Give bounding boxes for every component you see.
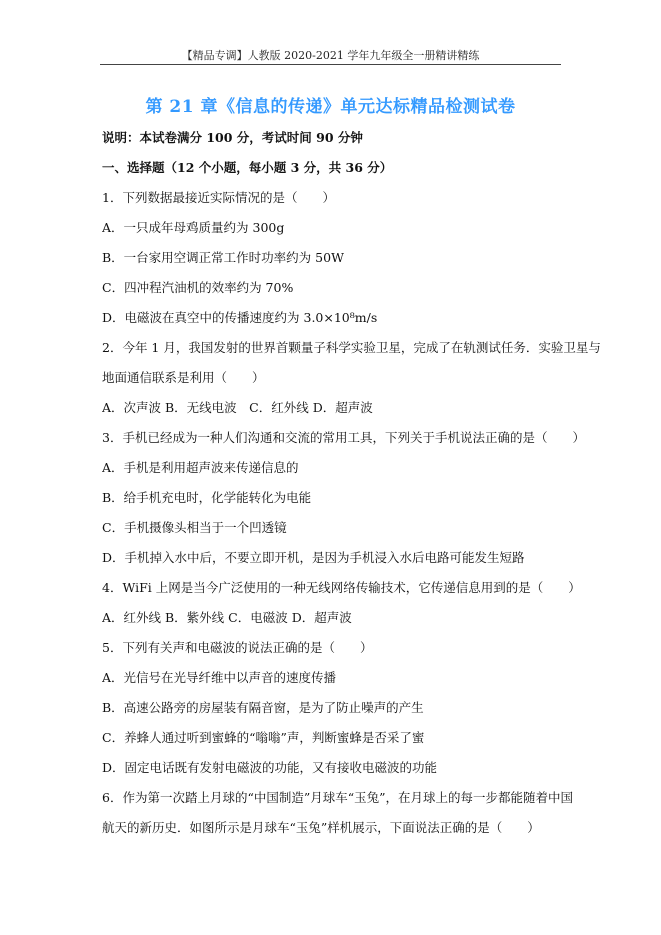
option-line: B．一台家用空调正常工作时功率约为 50W — [102, 250, 344, 265]
option-line: D．电磁波在真空中的传播速度约为 3.0×10⁸m/s — [102, 310, 378, 325]
option-line: C．养蜂人通过听到蜜蜂的“嗡嗡”声，判断蜜蜂是否采了蜜 — [102, 730, 425, 745]
option-line: B．高速公路旁的房屋装有隔音窗，是为了防止噪声的产生 — [102, 700, 424, 715]
question-line: 3．手机已经成为一种人们沟通和交流的常用工具，下列关于手机说法正确的是（ ） — [102, 430, 585, 445]
question-line: 1．下列数据最接近实际情况的是（ ） — [102, 190, 335, 205]
option-line: D．固定电话既有发射电磁波的功能，又有接收电磁波的功能 — [102, 760, 438, 775]
question-line: 地面通信联系是利用（ ） — [102, 370, 265, 385]
question-line: 4．WiFi 上网是当今广泛使用的一种无线网络传输技术，它传递信息用到的是（ ） — [102, 580, 581, 595]
header-divider — [100, 64, 561, 65]
option-line: D．手机掉入水中后，不要立即开机，是因为手机浸入水后电路可能发生短路 — [102, 550, 525, 565]
option-line: A．一只成年母鸡质量约为 300g — [102, 220, 285, 235]
option-line: C．手机摄像头相当于一个凹透镜 — [102, 520, 287, 535]
option-line: A．光信号在光导纤维中以声音的速度传播 — [102, 670, 337, 685]
question-line: 6．作为第一次踏上月球的“中国制造”月球车“玉兔”，在月球上的每一步都能随着中国 — [102, 790, 574, 805]
exam-note: 说明：本试卷满分 100 分，考试时间 90 分钟 — [102, 130, 363, 145]
question-line: 5．下列有关声和电磁波的说法正确的是（ ） — [102, 640, 373, 655]
question-line: 2．今年 1 月，我国发射的世界首颗量子科学实验卫星，完成了在轨测试任务．实验卫星与 — [102, 340, 601, 355]
option-line: C．四冲程汽油机的效率约为 70% — [102, 280, 294, 295]
option-line: A．手机是利用超声波来传递信息的 — [102, 460, 299, 475]
page-header: 【精品专调】人教版 2020-2021 学年九年级全一册精讲精练 — [181, 49, 480, 62]
section-heading: 一、选择题（12 个小题，每小题 3 分，共 36 分） — [102, 160, 393, 175]
question-line: 航天的新历史．如图所示是月球车“玉兔”样机展示，下面说法正确的是（ ） — [102, 820, 540, 835]
document-title: 第 21 章《信息的传递》单元达标精品检测试卷 — [145, 97, 516, 117]
option-line: A．次声波 B．无线电波 C．红外线 D．超声波 — [102, 400, 373, 415]
option-line: B．给手机充电时，化学能转化为电能 — [102, 490, 312, 505]
option-line: A．红外线 B．紫外线 C．电磁波 D．超声波 — [102, 610, 352, 625]
